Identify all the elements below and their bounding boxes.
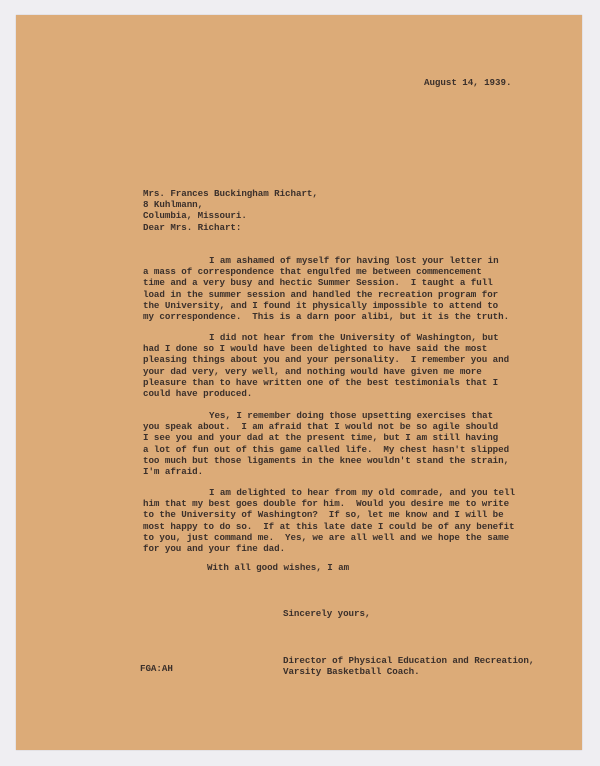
paragraph-line: pleasure than to have written one of the best testimonials that I	[143, 376, 499, 388]
paragraph-line: had I done so I would have been delighted to have said the most	[143, 343, 488, 355]
paragraph-line: to the University of Washington? If so, let me know and I will be	[143, 509, 504, 521]
paragraph-line: I see you and your dad at the present time, but I am still having	[143, 432, 499, 444]
body-paragraph	[143, 487, 515, 554]
letter-date: August 14, 1939.	[424, 77, 512, 88]
paragraph-line: Yes, I remember doing those upsetting exercises that	[209, 410, 494, 421]
reference-initials: FGA:AH	[140, 663, 173, 674]
address-line: 8 Kuhlmann,	[143, 199, 204, 211]
paragraph-line: most happy to do so. If at this late date I could be of any benefit	[143, 520, 515, 532]
title-line: Director of Physical Education and Recreation,	[283, 655, 535, 666]
paragraph-line: the University, and I found it physically impossible to attend to	[143, 299, 499, 311]
address-line: Mrs. Frances Buckingham Richart,	[143, 188, 318, 199]
paragraph-line: I am delighted to hear from my old comrade, and you tell	[209, 487, 515, 498]
paragraph-line: a lot of fun out of this game called life. My chest hasn't slipped	[143, 443, 510, 455]
body-paragraph	[143, 332, 509, 399]
paragraph-line: a mass of correspondence that engulfed me between commencement	[143, 266, 482, 278]
paragraph-line: too much but those ligaments in the knee wouldn't stand the strain,	[143, 454, 510, 466]
paragraph-line: my correspondence. This is a darn poor alibi, but it is the truth.	[143, 310, 510, 322]
paragraph-line: I am ashamed of myself for having lost your letter in	[209, 255, 499, 266]
title-line: Varsity Basketball Coach.	[283, 666, 420, 678]
body-paragraph	[143, 255, 509, 322]
paragraph-line: to you, just command me. Yes, we are all well and we hope the same	[143, 531, 510, 543]
paragraph-line: you speak about. I am afraid that I would not be so agile should	[143, 421, 499, 433]
closing-line: With all good wishes, I am	[207, 562, 350, 573]
address-line: Columbia, Missouri.	[143, 210, 247, 222]
recipient-address	[143, 188, 318, 222]
paragraph-line: for you and your fine dad.	[143, 542, 286, 554]
body-paragraph	[143, 410, 509, 477]
paragraph-line: time and a very busy and hectic Summer Session. I taught a full	[143, 277, 493, 289]
salutation: Dear Mrs. Richart:	[143, 222, 242, 233]
paragraph-line: could have produced.	[143, 387, 253, 399]
paragraph-line: him that my best goes double for him. Would you desire me to write	[143, 498, 510, 510]
paragraph-line: pleasing things about you and your personality. I remember you and	[143, 354, 510, 366]
complimentary-close: Sincerely yours,	[283, 608, 371, 619]
paragraph-line: your dad very, very well, and nothing would have given me more	[143, 365, 482, 377]
paragraph-line: I did not hear from the University of Washington, but	[209, 332, 499, 343]
signature-title	[283, 655, 534, 677]
paragraph-line: I'm afraid.	[143, 465, 204, 477]
paragraph-line: load in the summer session and handled the recreation program for	[143, 288, 499, 300]
